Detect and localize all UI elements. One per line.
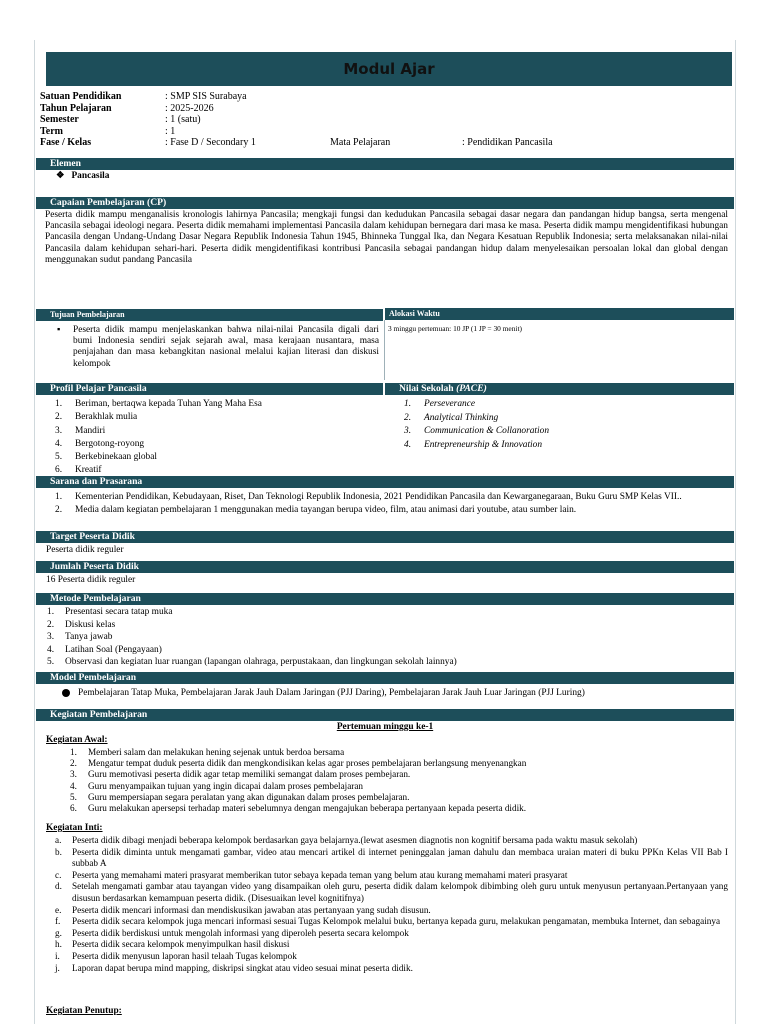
- profil-item-number: 2.: [55, 412, 63, 423]
- metode-item-text: Diskusi kelas: [65, 619, 116, 630]
- nilai-header-pace: (PACE): [456, 383, 487, 394]
- nilai-item-number: 2.: [404, 412, 412, 423]
- inti-item-number: i.: [55, 950, 60, 961]
- mapel-value: : Pendidikan Pancasila: [462, 137, 553, 148]
- awal-item: [70, 769, 730, 780]
- tujuan-bullet-icon: ▪: [57, 325, 61, 335]
- nilai-item-number: 3.: [404, 426, 412, 437]
- semester-value: : 1 (satu): [165, 114, 201, 125]
- inti-item-number: a.: [55, 835, 62, 845]
- target-header: Target Peserta Didik: [36, 531, 734, 543]
- inti-item: [55, 835, 728, 847]
- nilai-header-label: Nilai Sekolah: [399, 383, 454, 394]
- elemen-header: Elemen: [36, 158, 734, 170]
- inti-title: Kegiatan Inti:: [46, 823, 103, 833]
- awal-item: [70, 758, 730, 769]
- pertemuan-title: Pertemuan minggu ke-1: [336, 722, 434, 732]
- inti-item: [55, 870, 728, 882]
- sarana-item-text: Kementerian Pendidikan, Kebudayaan, Riset, Dan Teknologi Republik Indonesia, 2021 Pendidikan Pancasila dan Kewarganegaraan, Buku Guru SMP Kelas VII..: [75, 492, 682, 502]
- profil-item-number: 4.: [55, 438, 63, 449]
- mapel-label: Mata Pelajaran: [330, 137, 391, 148]
- metode-item-text: Presentasi secara tatap muka: [65, 607, 173, 617]
- inti-item-text: Peserta didik secara kelompok juga mencari informasi sesuai Tugas Kelompok melalui buku, bertanya kepada guru, melakukan pengamatan, membuka Internet, dan sebagainya: [72, 916, 721, 927]
- metode-item-number: 4.: [47, 644, 55, 655]
- sarana-item: [55, 491, 730, 504]
- inti-item-text: Peserta didik dibagi menjadi beberapa kelompok berdasarkan gaya belajarnya.(lewat asesmen diagnotis non kognitif bersama pada waktu masuk sekolah): [72, 835, 638, 845]
- inti-list: [55, 835, 728, 974]
- awal-item-text: Guru melakukan apersepsi terhadap materi sebelumnya dengan mengajukan beberapa pertanyaan kepada peserta didik.: [88, 803, 527, 814]
- inti-item: [55, 963, 728, 975]
- alokasi-text: 3 minggu pertemuan: 10 JP (1 JP = 30 menit): [388, 324, 522, 333]
- inti-item-text: Peserta yang memahami materi prasyarat memberikan tutor sebaya kepada teman yang belum atau kurang memahami materi prasyarat: [72, 869, 568, 880]
- tujuan-text: Peserta didik mampu menjelaskankan bahwa nilai-nilai Pancasila digali dari bumi Indonesia sendiri sejak sejarah awal, masa kerajaan nusantara, masa penjajahan dan masa kebangkitan nasional melalui kajian literasi dan diskusi kelompok: [73, 325, 379, 369]
- inti-item-text: Peserta didik diminta untuk mengamati gambar, video atau mencari artikel di internet peninggalan jaman dahulu dan membaca uraian materi di buku PPKn Kelas VII Bab I subbab A: [72, 846, 728, 869]
- metode-item: [47, 606, 727, 619]
- sarana-item: [55, 504, 730, 517]
- elemen-item-label: Pancasila: [71, 171, 110, 181]
- meta-labels: [40, 91, 170, 149]
- profil-item-number: 1.: [55, 399, 63, 409]
- awal-item: [70, 803, 730, 814]
- sarana-item-text: Media dalam kegiatan pembelajaran 1 menggunakan media tayangan berupa video, film, atau animasi dari youtube, atau sumber lain.: [75, 504, 577, 515]
- metode-item-number: 5.: [47, 657, 55, 668]
- cp-text: Peserta didik mampu menganalisis kronologis lahirnya Pancasila; mengkaji fungsi dan kedudukan Pancasila sebagai dasar negara dan pandangan hidup bangsa, serta mengenal Pancasila sebagai ideologi negara. Peserta didik memahami implementasi Pancasila dalam kehidupan bernegara dari masa ke masa. Peserta didik mampu mengidentifikasi hubungan Pancasila dengan Undang-Undang Dasar Negara Republik Indonesia Tahun 1945, Bhinneka Tunggal Ika, dan Negara Kesatuan Republik Indonesia; serta melaksanakan nilai-nilai Pancasila dalam kehidupan sehari-hari. Peserta didik mengidentifikasi kontribusi Pancasila sebagai pandangan hidup dalam menyelesaikan persoalan lokal dan global dengan menggunakan sudut pandang Pancasila: [45, 210, 728, 265]
- tujuan-header: Tujuan Pembelajaran: [36, 309, 383, 321]
- sarana-header: Sarana dan Prasarana: [36, 476, 734, 488]
- model-header: Model Pembelajaran: [36, 672, 734, 684]
- profil-item: [55, 425, 375, 438]
- inti-item-text: Peserta didik berdiskusi untuk mengolah informasi yang diperoleh peserta secara kelompok: [72, 927, 409, 938]
- metode-item-number: 3.: [47, 632, 55, 643]
- nilai-item: [404, 412, 724, 426]
- metode-item: [47, 656, 727, 669]
- tujuan-divider: [384, 320, 385, 380]
- alokasi-header: Alokasi Waktu: [385, 308, 734, 320]
- inti-item-text: Setelah mengamati gambar atau tayangan video yang disampaikan oleh guru, peserta didik dalam kelompok dibimbing oleh guru untuk menyusun pertanyaan.Pertanyaan yang disusun berdasarkan kemampuan peserta didik. (Disesuaikan level kognitifnya): [72, 881, 728, 903]
- nilai-item: [404, 398, 724, 412]
- awal-item-text: Guru menyampaikan tujuan yang ingin dicapai dalam proses pembelajaran: [88, 780, 364, 791]
- satuan-label: Satuan Pendidikan: [40, 91, 122, 102]
- semester-label: Semester: [40, 114, 79, 125]
- model-bullet-icon: [62, 689, 70, 697]
- inti-item-text: Peserta didik secara kelompok menyimpulkan hasil diskusi: [72, 939, 290, 950]
- inti-item-number: b.: [55, 846, 62, 857]
- profil-item-text: Berakhlak mulia: [75, 412, 138, 423]
- metode-item-text: Latihan Soal (Pengayaan): [65, 644, 162, 655]
- profil-list: [55, 398, 375, 478]
- profil-item-number: 5.: [55, 452, 63, 463]
- elemen-item: [56, 171, 109, 182]
- meta-values: [165, 91, 325, 149]
- inti-item-text: Laporan dapat berupa mind mapping, diskripsi singkat atau video sesuai minat peserta didik.: [72, 962, 413, 973]
- jumlah-header: Jumlah Peserta Didik: [36, 561, 734, 573]
- inti-item-number: c.: [55, 869, 62, 880]
- inti-item-number: g.: [55, 927, 62, 938]
- profil-item-number: 6.: [55, 465, 63, 476]
- inti-item-number: h.: [55, 939, 62, 950]
- satuan-value: : SMP SIS Surabaya: [165, 91, 247, 102]
- model-text: Pembelajaran Tatap Muka, Pembelajaran Jarak Jauh Dalam Jaringan (PJJ Daring), Pembelajaran Jarak Jauh Luar Jaringan (PJJ Luring): [78, 688, 585, 698]
- inti-item-number: d.: [55, 881, 62, 892]
- cp-header: Capaian Pembelajaran (CP): [36, 197, 734, 209]
- awal-item-number: 1.: [70, 747, 77, 757]
- target-text: Peserta didik reguler: [46, 545, 124, 555]
- profil-item-number: 3.: [55, 425, 63, 436]
- sarana-item-number: 1.: [55, 492, 63, 502]
- metode-item-number: 2.: [47, 619, 55, 630]
- sarana-item-number: 2.: [55, 504, 63, 515]
- metode-header: Metode Pembelajaran: [36, 593, 734, 605]
- awal-item: [70, 792, 730, 803]
- profil-item: [55, 451, 375, 464]
- nilai-item-text: Entrepreneurship & Innovation: [424, 440, 543, 451]
- nilai-list: [404, 398, 724, 453]
- inti-item: [55, 939, 728, 951]
- awal-item-text: Memberi salam dan melakukan hening sejenak untuk berdoa bersama: [88, 747, 345, 757]
- awal-item-text: Guru memotivasi peserta didik agar tetap memiliki semangat dalam proses pembejaran.: [88, 769, 411, 780]
- metode-item: [47, 619, 727, 632]
- profil-item-text: Bergotong-royong: [75, 438, 145, 449]
- profil-item-text: Kreatif: [75, 465, 102, 476]
- nilai-item: [404, 425, 724, 439]
- nilai-item-number: 1.: [404, 399, 412, 409]
- profil-item-text: Mandiri: [75, 425, 106, 436]
- metode-list: [47, 606, 727, 669]
- nilai-item-text: Communication & Collanoration: [424, 426, 550, 437]
- nilai-header: [385, 383, 734, 395]
- tahun-value: : 2025-2026: [165, 102, 214, 114]
- nilai-item-number: 4.: [404, 440, 412, 451]
- term-value: : 1: [165, 125, 176, 137]
- awal-item-number: 5.: [70, 791, 77, 802]
- metode-item-text: Observasi dan kegiatan luar ruangan (lapangan olahraga, perpustakaan, dan lingkungan sekolah lainnya): [65, 657, 457, 668]
- fase-value: : Fase D / Secondary 1: [165, 137, 256, 148]
- inti-item: [55, 916, 728, 928]
- sarana-list: [55, 491, 730, 516]
- inti-item: [55, 928, 728, 940]
- profil-header: Profil Pelajar Pancasila: [36, 383, 383, 395]
- profil-item-text: Beriman, bertaqwa kepada Tuhan Yang Maha Esa: [75, 399, 262, 409]
- awal-title: Kegiatan Awal:: [46, 735, 108, 745]
- metode-item: [47, 631, 727, 644]
- inti-item: [55, 881, 728, 904]
- jumlah-text: 16 Peserta didik reguler: [46, 575, 136, 585]
- awal-list: [70, 747, 730, 814]
- title-text: Modul Ajar: [343, 60, 435, 78]
- nilai-item-text: Analytical Thinking: [424, 412, 499, 423]
- metode-item-text: Tanya jawab: [65, 632, 113, 643]
- tahun-label: Tahun Pelajaran: [40, 102, 112, 114]
- inti-item-number: f.: [55, 916, 61, 927]
- inti-item: [55, 905, 728, 917]
- profil-item: [55, 438, 375, 451]
- inti-item-number: j.: [55, 962, 60, 973]
- profil-item: [55, 411, 375, 424]
- profil-item-text: Berkebinekaan global: [75, 452, 157, 463]
- awal-item: [70, 747, 730, 758]
- awal-item-number: 4.: [70, 780, 77, 791]
- model-item: [62, 688, 730, 699]
- awal-item-text: Mengatur tempat duduk peserta didik dan mengkondisikan kelas agar proses pembelajaran berlangsung menyenangkan: [88, 758, 527, 769]
- awal-item-number: 6.: [70, 803, 77, 814]
- penutup-title: Kegiatan Penutup:: [46, 1006, 122, 1016]
- metode-item-number: 1.: [47, 607, 55, 617]
- page-title: [46, 52, 732, 86]
- nilai-item-text: Perseverance: [424, 399, 476, 409]
- profil-item: [55, 398, 375, 411]
- term-label: Term: [40, 125, 63, 137]
- awal-item: [70, 781, 730, 792]
- awal-item-number: 3.: [70, 769, 77, 780]
- awal-item-number: 2.: [70, 758, 77, 769]
- inti-item-text: Peserta didik menyusun laporan hasil telaah Tugas kelompok: [72, 950, 297, 961]
- elemen-bullet-icon: ❖: [56, 171, 65, 181]
- kegiatan-header: Kegiatan Pembelajaran: [36, 709, 734, 721]
- inti-item-text: Peserta didik mencari informasi dan mendiskusikan jawaban atas pertanyaan yang sudah disusun.: [72, 904, 431, 915]
- nilai-item: [404, 439, 724, 453]
- fase-label: Fase / Kelas: [40, 137, 92, 148]
- inti-item: [55, 951, 728, 963]
- inti-item-number: e.: [55, 904, 62, 915]
- inti-item: [55, 847, 728, 870]
- awal-item-text: Guru mempersiapan segara peralatan yang akan digunakan dalam proses pembelajaran.: [88, 791, 410, 802]
- metode-item: [47, 644, 727, 657]
